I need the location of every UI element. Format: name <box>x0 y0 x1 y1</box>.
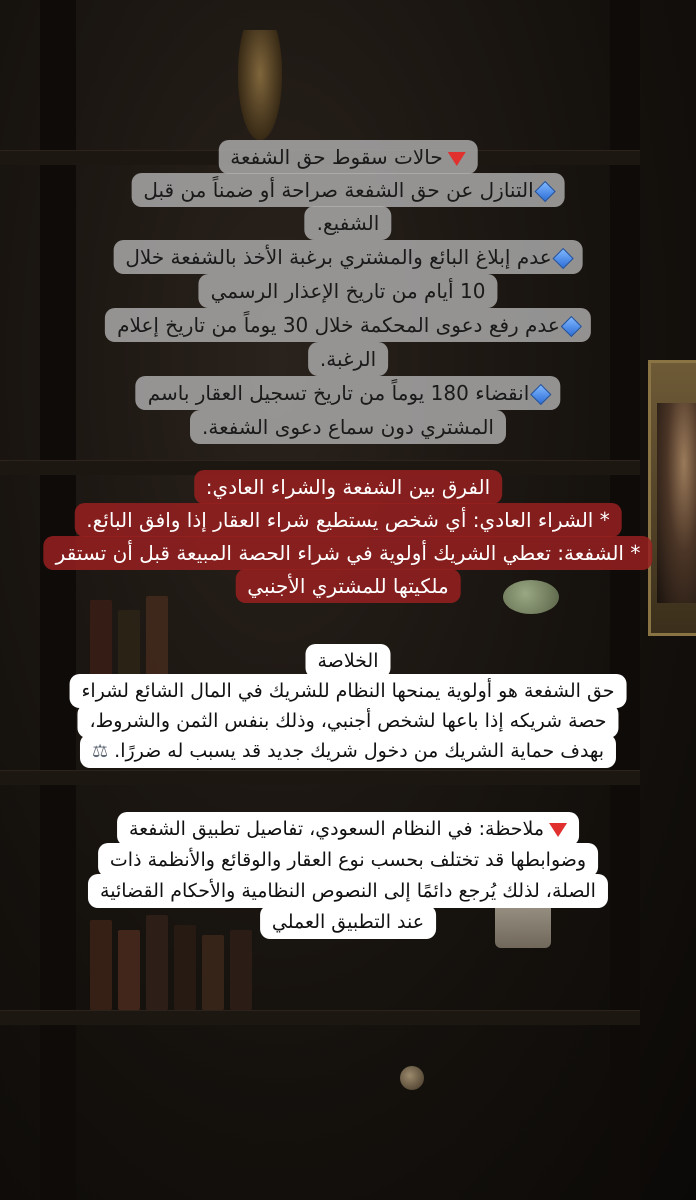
condition-line: الشفيع. <box>305 206 392 240</box>
condition-line: انقضاء 180 يوماً من تاريخ تسجيل العقار باسم <box>136 376 561 410</box>
note-line: الصلة، لذلك يُرجع دائمًا إلى النصوص النظامية والأحكام القضائية <box>88 874 608 908</box>
blue-diamond-icon <box>530 384 551 405</box>
condition-line: التنازل عن حق الشفعة صراحة أو ضمناً من قبل <box>131 173 564 207</box>
summary-line: حق الشفعة هو أولوية يمنحها النظام للشريك في المال الشائع لشراء <box>69 674 626 708</box>
summary-line: بهدف حماية الشريك من دخول شريك جديد قد يسبب له ضررًا.⚖ <box>80 734 616 768</box>
conditions-title: حالات سقوط حق الشفعة <box>230 145 443 169</box>
condition-line: عدم إبلاغ البائع والمشتري برغبة الأخذ بالشفعة خلال <box>113 240 582 274</box>
blue-diamond-icon <box>535 181 556 202</box>
condition-line: المشتري دون سماع دعوى الشفعة. <box>190 410 506 444</box>
note-line: عند التطبيق العملي <box>260 905 436 939</box>
condition-line: عدم رفع دعوى المحكمة خلال 30 يوماً من تاريخ إعلام <box>105 308 591 342</box>
difference-line: ملكيتها للمشتري الأجنبي <box>235 569 460 603</box>
difference-line: * الشراء العادي: أي شخص يستطيع شراء العقار إذا وافق البائع. <box>74 503 621 537</box>
condition-line: 10 أيام من تاريخ الإعذار الرسمي <box>199 274 498 308</box>
summary-title: الخلاصة <box>306 644 391 678</box>
condition-line: الرغبة. <box>308 342 388 376</box>
summary-line: حصة شريكه إذا باعها لشخص أجنبي، وذلك بنفس الثمن والشروط، <box>78 704 619 738</box>
blue-diamond-icon <box>553 248 574 269</box>
blue-diamond-icon <box>561 316 582 337</box>
difference-title: الفرق بين الشفعة والشراء العادي: <box>194 470 502 504</box>
scales-icon: ⚖ <box>92 741 109 762</box>
note-line: ملاحظة: في النظام السعودي، تفاصيل تطبيق الشفعة <box>117 812 579 846</box>
difference-line: * الشفعة: تعطي الشريك أولوية في شراء الحصة المبيعة قبل أن تستقر <box>44 536 653 570</box>
note-line: وضوابطها قد تختلف بحسب نوع العقار والوقائع والأنظمة ذات <box>98 843 598 877</box>
conditions-title-line <box>218 140 478 174</box>
red-triangle-icon <box>549 823 567 837</box>
red-triangle-icon <box>448 152 466 166</box>
